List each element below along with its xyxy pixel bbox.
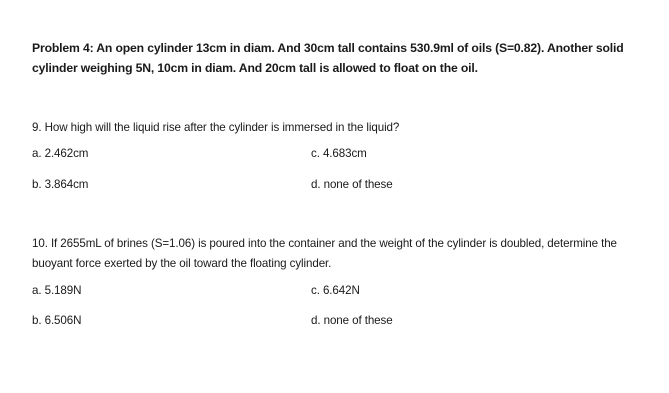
- question-10-text: 10. If 2655mL of brines (S=1.06) is poured into the container and the weight of the cylinder is doubled, determine the buoyant force exerted by the oil toward the floating cylinder.: [32, 237, 617, 270]
- question-9-choice-c: c. 4.683cm: [311, 147, 367, 160]
- question-10-choice-d: d. none of these: [311, 314, 393, 327]
- question-9-choice-d: d. none of these: [311, 178, 393, 191]
- question-10-choice-b: b. 6.506N: [32, 314, 82, 327]
- question-9-choice-b: b. 3.864cm: [32, 178, 89, 191]
- question-9-text: 9. How high will the liquid rise after the cylinder is immersed in the liquid?: [32, 121, 400, 134]
- question-10-choice-a: a. 5.189N: [32, 284, 82, 297]
- question-10-choice-c: c. 6.642N: [311, 284, 360, 297]
- question-9-choice-a: a. 2.462cm: [32, 147, 89, 160]
- problem-statement: Problem 4: An open cylinder 13cm in diam. And 30cm tall contains 530.9ml of oils (S=0.82). Another solid cylinder weighing 5N, 10cm in diam. And 20cm tall is allowed to float on the oil.: [32, 41, 624, 75]
